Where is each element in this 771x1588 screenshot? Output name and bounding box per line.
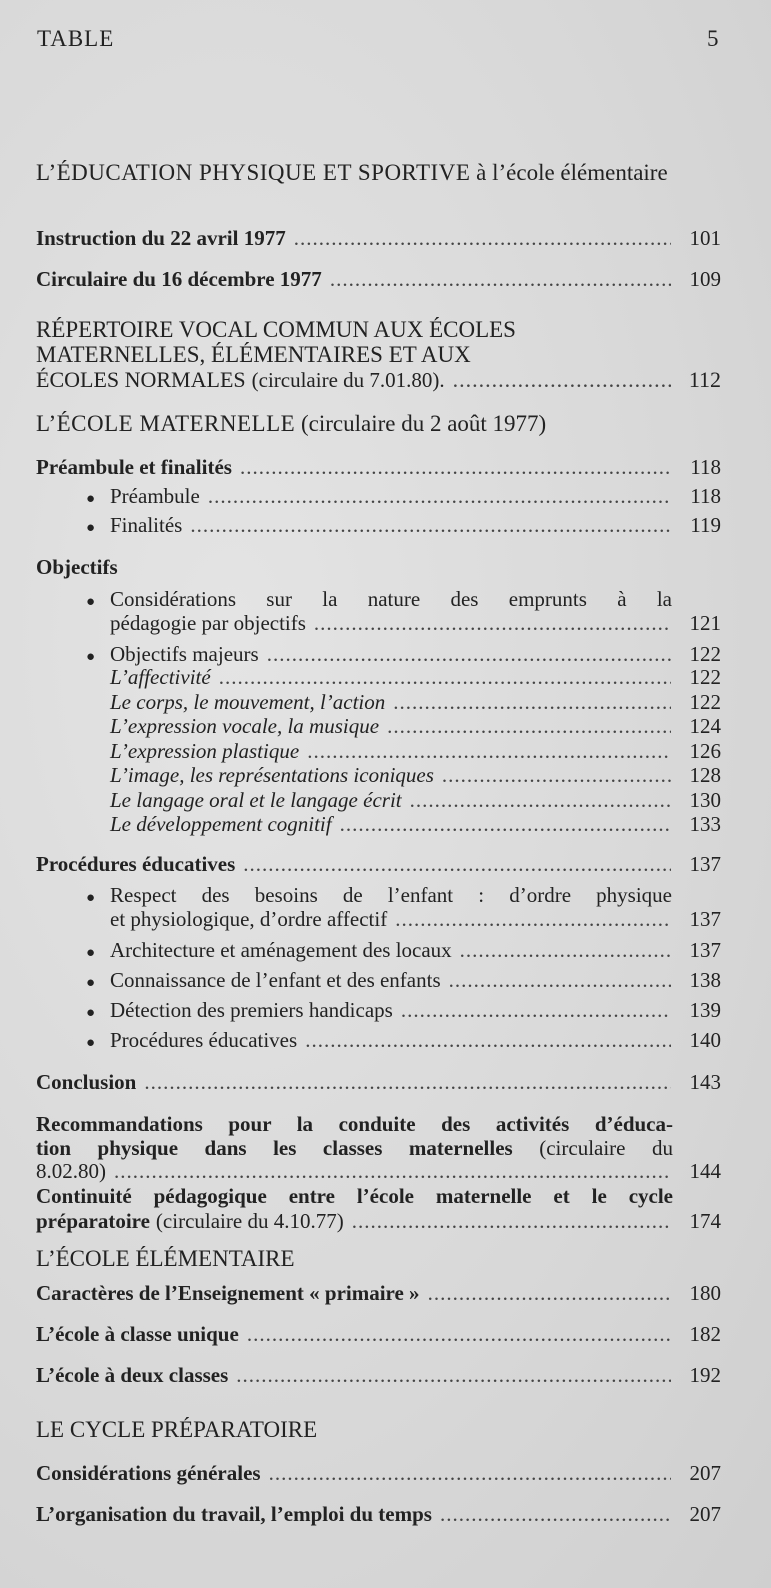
toc-entry-page: 126	[689, 739, 721, 763]
toc-entry-page: 192	[689, 1363, 721, 1387]
dot-leader	[449, 966, 671, 994]
toc-entry-page: 182	[689, 1322, 721, 1346]
toc-entry-label-line2: et physiologique, d’ordre affectif	[110, 907, 388, 931]
toc-entry-label: Préambule	[110, 484, 200, 508]
toc-entry[interactable]	[110, 810, 721, 838]
toc-entry-repertoire[interactable]	[36, 366, 721, 394]
toc-entry-page: 130	[689, 788, 721, 812]
dot-leader	[243, 850, 671, 878]
toc-entry-label: Connaissance de l’enfant et des enfants	[110, 968, 441, 992]
dot-leader	[305, 1026, 671, 1054]
toc-entry-label-line1: Respect des besoins de l’enfant : d’ordre physique	[110, 883, 672, 907]
toc-entry[interactable]	[36, 1361, 721, 1389]
toc-entry[interactable]	[36, 453, 721, 481]
toc-entry[interactable]	[86, 511, 721, 539]
toc-entry-label-bold: préparatoire	[36, 1209, 150, 1233]
toc-entry-label: Détection des premiers handicaps	[110, 998, 393, 1022]
toc-entry-label: L’organisation du travail, l’emploi du temps	[36, 1502, 432, 1526]
dot-leader	[208, 482, 671, 510]
toc-entry[interactable]	[36, 265, 721, 293]
dot-leader	[340, 810, 671, 838]
toc-entry-page: 109	[689, 267, 721, 291]
toc-entry[interactable]	[86, 1026, 721, 1054]
toc-entry-label: L’image, les représentations iconiques	[110, 763, 434, 787]
toc-entry-page: 174	[689, 1209, 721, 1233]
toc-entry-page: 140	[689, 1028, 721, 1052]
toc-entry-page: 138	[689, 968, 721, 992]
toc-entry-page: 207	[689, 1502, 721, 1526]
toc-entry[interactable]	[110, 712, 721, 740]
toc-entry-page: 137	[689, 852, 721, 876]
toc-entry-label: Le langage oral et le langage écrit	[110, 788, 402, 812]
toc-entry-page: 122	[689, 665, 721, 689]
toc-entry-label: Finalités	[110, 513, 183, 537]
section-title-maternelle	[36, 411, 726, 437]
bullet-icon: ●	[86, 945, 96, 961]
toc-entry-label: Le développement cognitif	[110, 812, 332, 836]
toc-entry-page: 118	[690, 455, 721, 479]
section-title-elementaire: L’ÉCOLE ÉLÉMENTAIRE	[36, 1246, 295, 1271]
bullet-icon: ●	[86, 520, 96, 536]
toc-entry-label: L’école à classe unique	[36, 1322, 239, 1346]
section-title-preparatoire: LE CYCLE PRÉPARATOIRE	[36, 1417, 318, 1442]
section-title-repertoire-line2: MATERNELLES, ÉLÉMENTAIRES ET AUX	[36, 342, 471, 367]
toc-entry-page: 122	[689, 642, 721, 666]
dot-leader	[401, 996, 671, 1024]
toc-entry-page: 119	[690, 513, 721, 537]
dot-leader	[387, 712, 671, 740]
bullet-icon: ●	[86, 975, 96, 991]
bullet-icon: ●	[86, 1005, 96, 1021]
section-title-eps-rest: à l’école élémentaire	[476, 160, 668, 185]
toc-entry-page: 144	[689, 1159, 721, 1183]
toc-entry-page: 118	[690, 484, 721, 508]
toc-entry-label-line2: pédagogie par objectifs	[110, 611, 306, 635]
section-title-repertoire-line3-rest: (circulaire du 7.01.80).	[251, 368, 445, 392]
toc-entry[interactable]	[36, 1500, 721, 1528]
toc-entry[interactable]	[36, 1320, 721, 1348]
toc-entry-label: Objectifs majeurs	[110, 642, 259, 666]
section-title-maternelle-rest: (circulaire du 2 août 1977)	[300, 411, 547, 436]
toc-entry-label: L’affectivité	[110, 665, 211, 689]
toc-entry-label: Le corps, le mouvement, l’action	[110, 690, 386, 714]
toc-entry-label-line1: Considérations sur la nature des emprunts à la	[110, 587, 672, 611]
toc-entry[interactable]	[86, 966, 721, 994]
dot-leader	[460, 936, 671, 964]
toc-entry-label-rest: (circulaire du 4.10.77)	[155, 1209, 344, 1233]
dot-leader	[114, 1157, 671, 1185]
toc-entry[interactable]	[110, 905, 721, 933]
toc-entry-label: Conclusion	[36, 1070, 137, 1094]
dot-leader	[269, 1459, 671, 1487]
toc-entry-label: Préambule et finalités	[36, 455, 232, 479]
toc-entry-label: Circulaire du 16 décembre 1977	[36, 267, 322, 291]
page-number: 5	[707, 26, 720, 51]
running-title: TABLE	[37, 26, 115, 51]
toc-entry-page: 122	[689, 690, 721, 714]
toc-entry-page: 124	[689, 714, 721, 738]
section-title-repertoire-line1: RÉPERTOIRE VOCAL COMMUN AUX ÉCOLES	[36, 317, 516, 342]
toc-entry[interactable]	[36, 1459, 721, 1487]
toc-entry-page: 143	[689, 1070, 721, 1094]
bullet-icon: ●	[86, 1035, 96, 1051]
toc-entry-label: Architecture et aménagement des locaux	[110, 938, 452, 962]
dot-leader	[442, 761, 671, 789]
toc-entry[interactable]	[36, 1068, 721, 1096]
bullet-icon: ●	[86, 890, 96, 906]
toc-entry-label: Procédures éducatives	[110, 1028, 298, 1052]
toc-entry-label: Instruction du 22 avril 1977	[36, 226, 286, 250]
dot-leader	[190, 511, 671, 539]
dot-leader	[247, 1320, 671, 1348]
toc-entry[interactable]	[36, 1207, 721, 1235]
subsection-objectifs: Objectifs	[36, 555, 118, 579]
toc-entry-label: 8.02.80)	[36, 1159, 106, 1183]
dot-leader	[144, 1068, 671, 1096]
toc-entry-page: 137	[689, 938, 721, 962]
toc-entry-label: Considérations générales	[36, 1461, 261, 1485]
toc-entry-page: 128	[689, 763, 721, 787]
toc-entry-page: 139	[689, 998, 721, 1022]
dot-leader	[395, 905, 671, 933]
dot-leader	[453, 366, 671, 394]
dot-leader	[330, 265, 671, 293]
toc-entry-label: L’école à deux classes	[36, 1363, 229, 1387]
toc-entry-label: L’expression vocale, la musique	[110, 714, 380, 738]
toc-entry-page: 180	[689, 1281, 721, 1305]
dot-leader	[428, 1279, 671, 1307]
toc-entry[interactable]	[36, 224, 721, 252]
toc-entry-page: 207	[689, 1461, 721, 1485]
toc-entry-label: L’expression plastique	[110, 739, 300, 763]
section-title-repertoire-line3-caps: ÉCOLES NORMALES	[36, 367, 246, 392]
toc-entry[interactable]	[110, 663, 721, 691]
section-title-eps-caps: L’ÉDUCATION PHYSIQUE ET SPORTIVE	[36, 160, 471, 185]
toc-entry-recommandations-line2-rest: (circulaire du	[539, 1136, 674, 1160]
toc-entry[interactable]	[110, 609, 721, 637]
section-title-eps	[36, 160, 681, 186]
toc-entry-recommandations-line2-bold: tion physique dans les classes maternelles	[36, 1136, 513, 1160]
toc-entry-page: 112	[688, 367, 721, 392]
toc-entry-label: Caractères de l’Enseignement « primaire »	[36, 1281, 420, 1305]
section-title-maternelle-caps: L’ÉCOLE MATERNELLE	[36, 411, 296, 436]
dot-leader	[236, 1361, 671, 1389]
toc-entry-page: 101	[689, 226, 721, 250]
toc-entry-label: Procédures éducatives	[36, 852, 236, 876]
bullet-icon: ●	[86, 649, 96, 665]
toc-entry[interactable]	[86, 482, 721, 510]
dot-leader	[219, 663, 671, 691]
toc-entry-recommandations-line1: Recommandations pour la conduite des activités d’éduca-	[36, 1112, 673, 1136]
toc-entry[interactable]	[86, 936, 721, 964]
dot-leader	[314, 609, 671, 637]
dot-leader	[240, 453, 671, 481]
toc-entry[interactable]	[36, 1279, 721, 1307]
toc-entry[interactable]	[36, 850, 721, 878]
toc-entry[interactable]	[36, 1157, 721, 1185]
toc-entry[interactable]	[86, 996, 721, 1024]
toc-entry-page: 137	[689, 907, 721, 931]
toc-entry-page: 133	[689, 812, 721, 836]
dot-leader	[440, 1500, 671, 1528]
dot-leader	[294, 224, 671, 252]
bullet-icon: ●	[86, 491, 96, 507]
toc-entry-page: 121	[689, 611, 721, 635]
dot-leader	[352, 1207, 671, 1235]
toc-entry[interactable]	[110, 761, 721, 789]
bullet-icon: ●	[86, 594, 96, 610]
toc-entry-continuite-line1: Continuité pédagogique entre l’école maternelle et le cycle	[36, 1184, 673, 1208]
